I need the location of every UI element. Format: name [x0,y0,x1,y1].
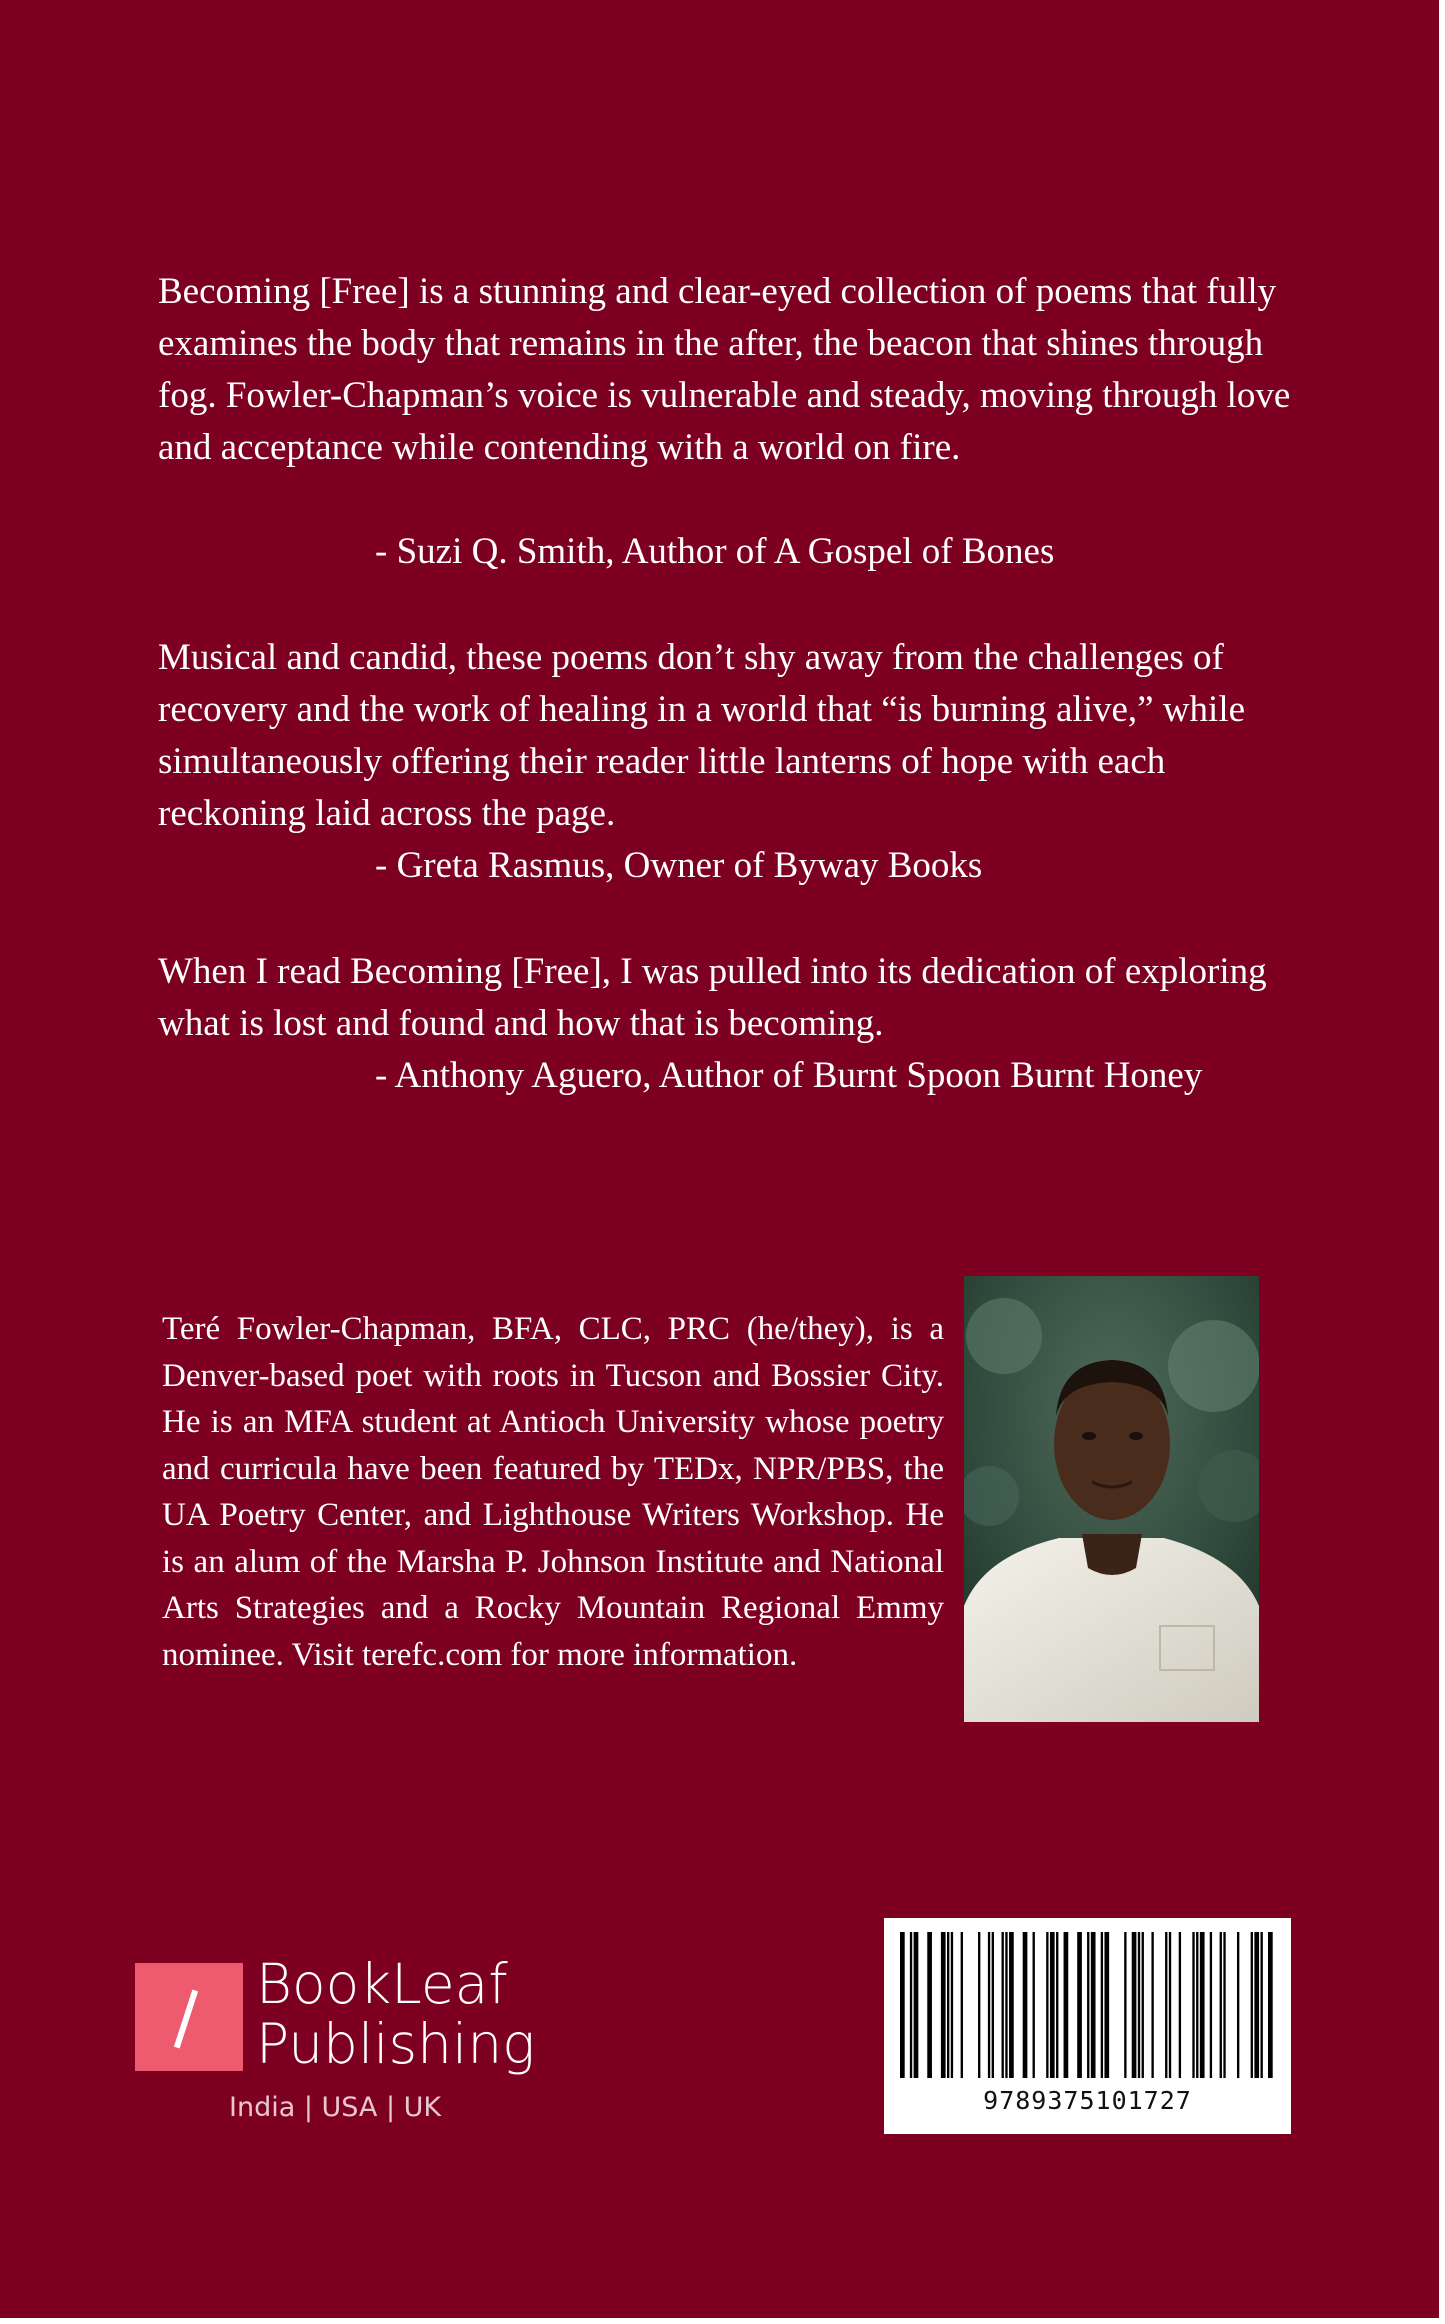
barcode-bar [1104,1932,1109,2078]
blurb-2-attribution: - Greta Rasmus, Owner of Byway Books [375,845,983,886]
barcode-bar [941,1932,946,2078]
publisher-name-line2: Publishing [256,2012,536,2076]
barcode-bar [992,1932,994,2078]
blurb-1-text: Becoming [Free] is a stunning and clear-eyed collection of poems that fully examines the body that remains in the after, the beacon that shines through fog. Fowler-Chapman’s voice is vulnerable and steady, moving through love and acceptance while contending with a world on fire. [158,271,1291,468]
barcode-bar [1220,1932,1222,2078]
barcode-bar [1237,1932,1239,2078]
blurb-3 [158,946,1298,1050]
barcode-bar [961,1932,963,2078]
blurb-1-attribution: - Suzi Q. Smith, Author of A Gospel of Bones [375,531,1055,572]
blurb-3-text: When I read Becoming [Free], I was pulled into its dedication of exploring what is lost and found and how that is becoming. [158,951,1267,1044]
publisher-name [256,1954,535,2074]
cover-edge-bottom [0,2318,1445,2324]
barcode-bar [1268,1932,1273,2078]
barcode-bar [914,1932,919,2078]
barcode-bar [1251,1932,1253,2078]
barcode-bar [1009,1932,1014,2078]
barcode-bar [1210,1932,1212,2078]
blurb-3-attribution: - Anthony Aguero, Author of Burnt Spoon Burnt Honey [375,1055,1203,1096]
barcode-bar [1033,1932,1035,2078]
isbn-number: 9789375101727 [983,2086,1192,2115]
barcode-bar [951,1932,953,2078]
author-photo [964,1276,1259,1722]
barcode-bar [1132,1932,1137,2078]
blurb-2-text: Musical and candid, these poems don’t shy away from the challenges of recovery and the work of healing in a world that “is burning alive,” while simultaneously offering their reader little lanterns of hope with each reckoning laid across the page. [158,637,1246,834]
barcode-bar [1124,1932,1126,2078]
barcode-bar [927,1932,932,2078]
author-bio: Teré Fowler-Chapman, BFA, CLC, PRC (he/they), is a Denver-based poet with roots in Tucson and Bossier City. He is an MFA student at Antioch University whose poetry and curricula have been featured by TEDx, NPR/PBS, the UA Poetry Center, and Lighthouse Writers Workshop. He is an alum of the Marsha P. Johnson Institute and National Arts Strategies and a Rocky Mountain Regional Emmy nominee. Visit terefc.com for more information. [162,1311,944,1673]
barcode-bar [1002,1932,1004,2078]
slash-logo-icon [135,1963,243,2071]
publisher-logo [135,1952,555,2130]
barcode-bar [1165,1932,1167,2078]
publisher-name-line1: BookLeaf [256,1952,508,2016]
barcode-bar [1077,1932,1082,2078]
barcode-bar [1196,1932,1198,2078]
barcode-bar [1101,1932,1103,2078]
barcode-bar [988,1932,990,2078]
barcode-bar [978,1932,980,2078]
barcode-bar [1087,1932,1089,2078]
barcode-bar [1005,1932,1007,2078]
barcode-bar [910,1932,912,2078]
blurb-2 [158,632,1298,840]
barcode-bar [947,1932,949,2078]
barcode-bar [1091,1932,1096,2078]
barcode-bar [1200,1932,1205,2078]
barcode-bar [1169,1932,1171,2078]
barcode-bar [1254,1932,1259,2078]
barcode-bar [1050,1932,1055,2078]
barcode-bar [1223,1932,1225,2078]
barcode-bar [1142,1932,1144,2078]
isbn-barcode [884,1918,1291,2134]
barcode-bar [1260,1932,1262,2078]
barcode-bar [1151,1932,1153,2078]
cover-edge-right [1439,0,1445,2324]
barcode-bar [1056,1932,1058,2078]
barcode-bar [1046,1932,1048,2078]
blurb-1 [158,266,1298,474]
barcode-bar [900,1932,905,2078]
publisher-regions: India | USA | UK [229,2092,442,2123]
barcode-bar [1064,1932,1069,2078]
barcode-bar [1023,1932,1028,2078]
barcode-bar [1138,1932,1140,2078]
barcode-bar [1192,1932,1194,2078]
barcode-bar [1179,1932,1181,2078]
